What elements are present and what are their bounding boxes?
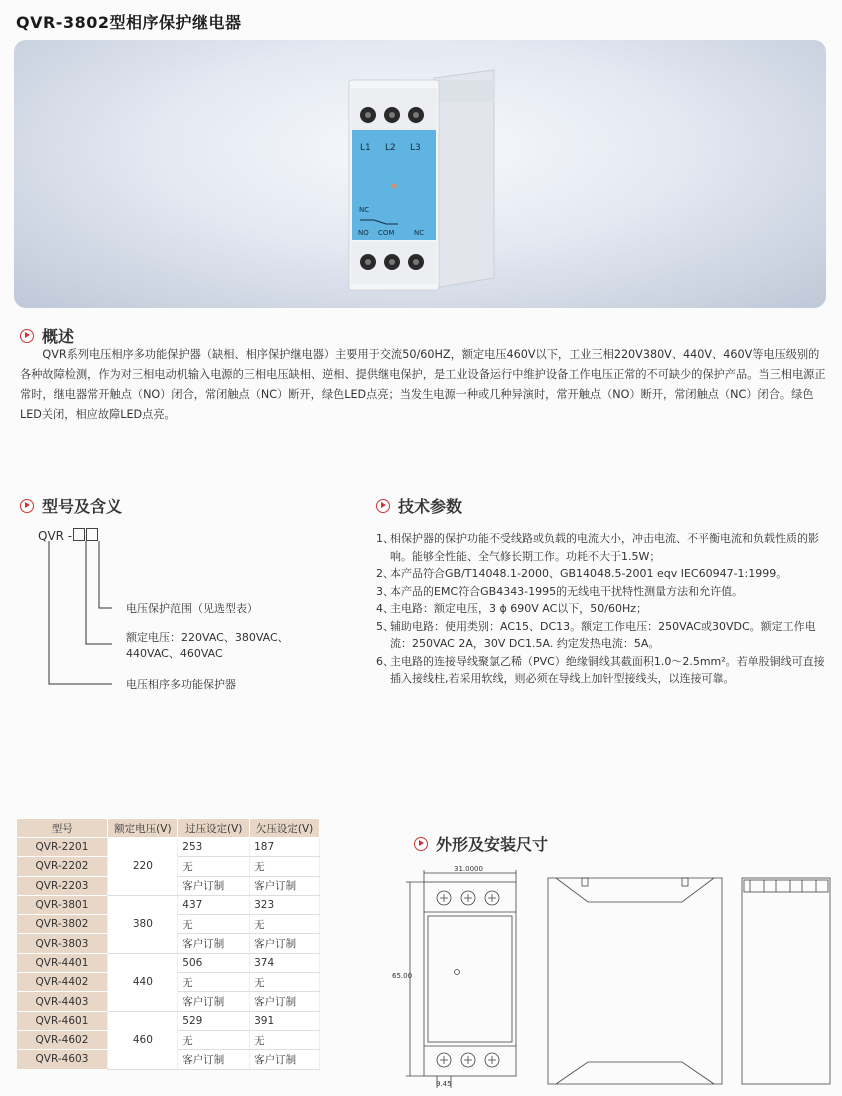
label-no: NO — [358, 229, 369, 237]
tech-list — [376, 530, 826, 688]
dimension-drawings — [392, 862, 832, 1090]
rail-view-outline — [742, 878, 830, 1084]
spec-table — [16, 818, 320, 1070]
legend-rated: 额定电压：220VAC、380VAC、440VAC、460VAC — [126, 631, 289, 660]
height-dimension: 65.00 — [392, 972, 413, 980]
tech-item: 3、 本产品的EMC符合GB4343-1995的无线电干扰特性测量方法和允许值。 — [376, 584, 744, 598]
table-header-row — [17, 819, 320, 838]
tech-item: 1、 相保护器的保护功能不受线路或负载的电流大小，冲击电流、不平衡电流和负载性质的影响。能够全性能、全气修长期工作。功耗不大于1.5W； — [376, 532, 819, 563]
model-code: QVR - — [38, 528, 98, 543]
table-row: QVR-3801 380 437 323 — [17, 895, 320, 914]
col-over: 过压设定(V) — [178, 819, 250, 838]
table-row: QVR-4602 无 无 — [17, 1030, 320, 1049]
front-view-outline — [424, 882, 516, 1076]
col-under: 欠压设定(V) — [250, 819, 320, 838]
tech-heading: 技术参数 — [376, 494, 462, 517]
legend-product: 电压相序多功能保护器 — [126, 678, 236, 691]
label-com: COM — [378, 229, 395, 237]
col-model: 型号 — [17, 819, 108, 838]
legend-range: 电压保护范围（见选型表） — [126, 602, 258, 615]
table-row: QVR-2203 客户订制 客户订制 — [17, 876, 320, 895]
label-l1: L1 — [360, 143, 371, 153]
pitch-dimension: 9.45 — [436, 1080, 452, 1088]
overview-heading: 概述 — [20, 324, 74, 347]
label-nc-top: NC — [359, 206, 370, 214]
bullet-arrow-icon — [414, 837, 428, 851]
overview-text: QVR系列电压相序多功能保护器（缺相、相序保护继电器）主要用于交流50/60HZ，额定电压460V以下，工业三相220V380V、440V、460V等电压级别的各种故障检测，作为对三相电动机输入电源的三相电压缺相、逆相、提供继电保护，是工业设备运行中维护设备工作电压正常的不可缺少的保护产品。当三相电源正常时，继电器常开触点（NO）闭合，常闭触点（NC）断开，绿色LED点亮；当发生电源一种或几种异演时，常开触点（NO）断开，常闭触点（NC）闭合。绿色LED关闭，相应故障LED点亮。 — [20, 348, 826, 421]
table-row: QVR-4402 无 无 — [17, 973, 320, 992]
bullet-arrow-icon — [376, 499, 390, 513]
tech-item: 5、 辅助电路：使用类别：AC15、DC13。额定工作电压：250VAC或30VDC。额定工作电流：250VAC 2A，30V DC1.5A. 约定发热电流：5A。 — [376, 619, 816, 650]
page-title: QVR-3802型相序保护继电器 — [16, 13, 242, 32]
col-rated: 额定电压(V) — [108, 819, 178, 838]
model-heading: 型号及含义 — [20, 494, 122, 517]
table-row: QVR-2202 无 无 — [17, 857, 320, 876]
tech-item: 2、 本产品符合GB/T14048.1-2000、GB14048.5-2001 eqv IEC60947-1:1999。 — [376, 567, 788, 580]
table-row: QVR-3803 客户订制 客户订制 — [17, 934, 320, 953]
side-view-outline — [548, 878, 722, 1084]
tech-item: 4、 主电路：额定电压，3 ϕ 690V AC以下，50/60Hz； — [376, 602, 648, 615]
label-l2: L2 — [385, 143, 396, 153]
label-nc-bottom: NC — [414, 229, 425, 237]
tech-item: 6、 主电路的连接导线聚氯乙稀（PVC）绝缘铜线其截面积1.0～2.5mm²。若单股铜线可直接插入接线柱,若采用软线，则必须在导线上加针型接线头，以连接可靠。 — [376, 654, 825, 685]
table-row: QVR-3802 无 无 — [17, 915, 320, 934]
table-row: QVR-4401 440 506 374 — [17, 953, 320, 972]
table-row: QVR-2201 220 253 187 — [17, 838, 320, 857]
dimensions-heading: 外形及安装尺寸 — [414, 832, 548, 855]
table-row: QVR-4601 460 529 391 — [17, 1011, 320, 1030]
table-row: QVR-4603 客户订制 客户订制 — [17, 1050, 320, 1069]
label-l3: L3 — [410, 143, 421, 153]
table-row: QVR-4403 客户订制 客户订制 — [17, 992, 320, 1011]
width-dimension: 31.0000 — [454, 865, 483, 873]
